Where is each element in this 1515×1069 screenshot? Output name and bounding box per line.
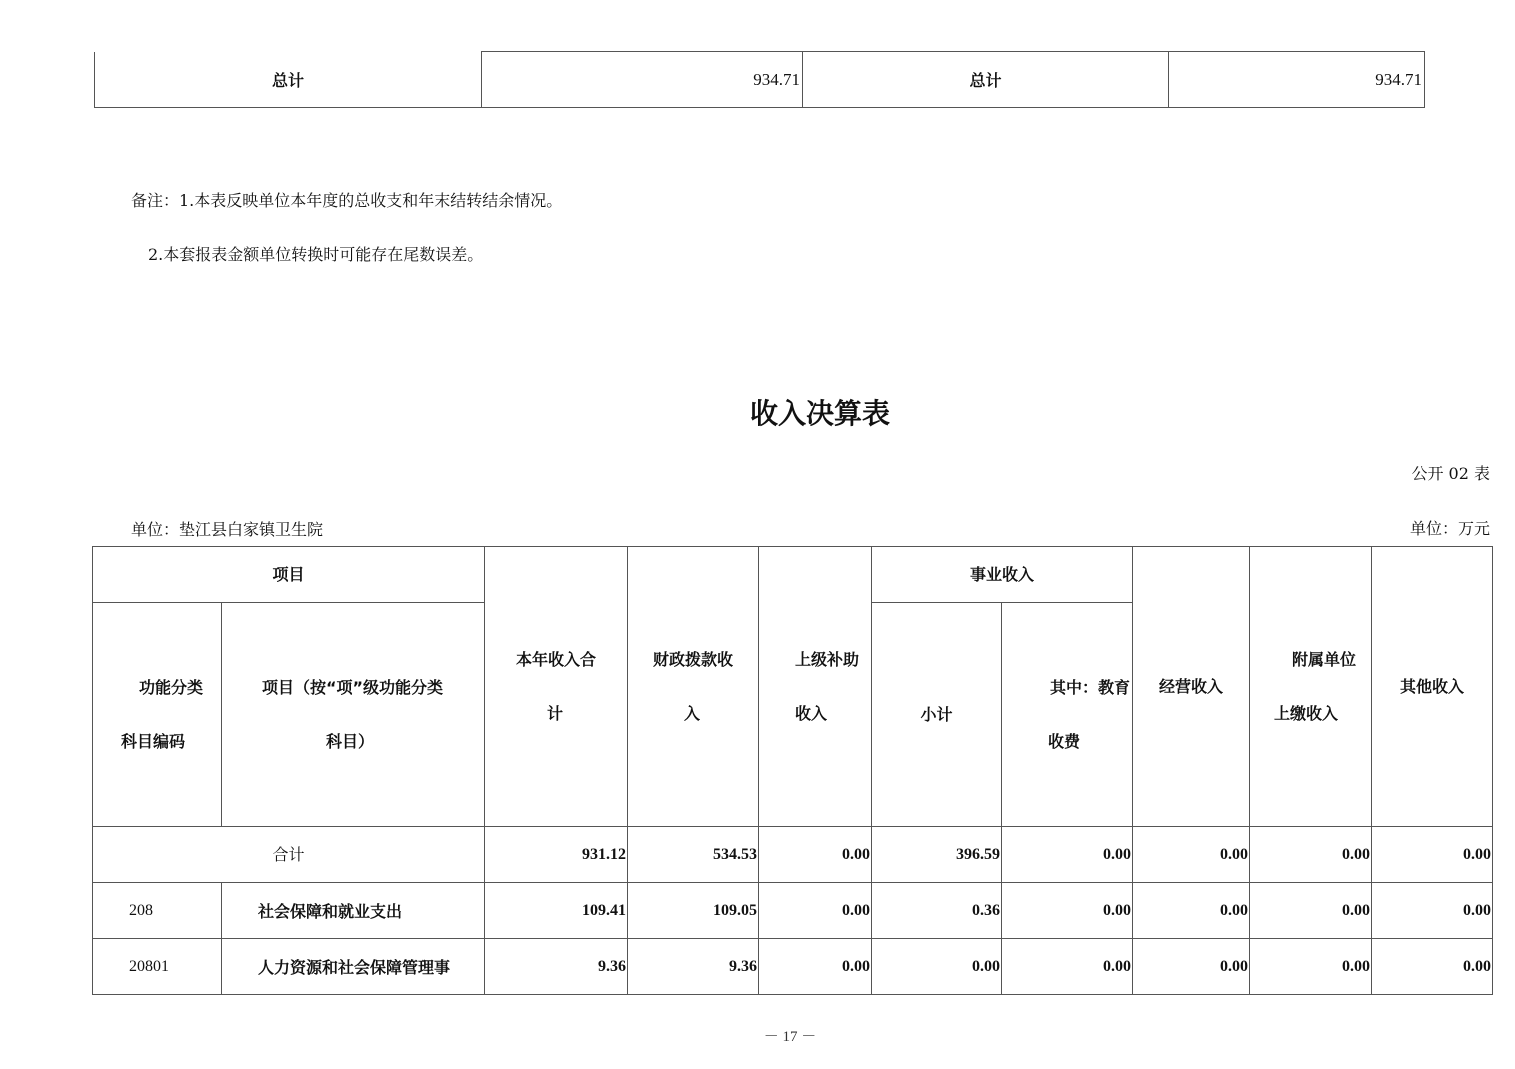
table-row xyxy=(93,883,1493,939)
header-other-income: 其他收入 xyxy=(1372,547,1493,827)
table-row-total xyxy=(93,827,1493,883)
total-cell: 0.00 xyxy=(1002,827,1133,883)
summary-total-table xyxy=(94,51,1425,108)
header-education-fee-l2: 收费 xyxy=(1048,731,1081,751)
total-right-value: 934.71 xyxy=(1169,52,1425,108)
header-fiscal-l2: 入 xyxy=(684,703,701,723)
table-code: 公开 02 表 xyxy=(1411,464,1490,483)
header-project-name-l1: 项目（按“项”级功能分类 xyxy=(262,677,444,697)
header-affiliated-l2: 上缴收入 xyxy=(1274,703,1339,723)
header-total-income-l2: 计 xyxy=(547,703,564,723)
header-affiliated-l1: 附属单位 xyxy=(1292,649,1357,669)
header-project-name xyxy=(222,603,485,827)
header-upper-subsidy xyxy=(759,547,872,827)
row-name: 人力资源和社会保障管理事 xyxy=(222,939,485,995)
total-cell: 534.53 xyxy=(628,827,759,883)
header-upper-subsidy-l2: 收入 xyxy=(795,703,828,723)
header-func-code-l1: 功能分类 xyxy=(139,677,204,697)
header-business-income: 事业收入 xyxy=(872,547,1133,603)
row-cell: 109.05 xyxy=(628,883,759,939)
row-cell: 0.00 xyxy=(1250,939,1372,995)
page-number: － 17 － xyxy=(763,1029,817,1045)
report-title: 收入决算表 xyxy=(749,397,890,430)
row-code: 20801 xyxy=(93,939,222,995)
header-subtotal: 小计 xyxy=(872,603,1002,827)
total-cell: 931.12 xyxy=(485,827,628,883)
row-cell: 0.36 xyxy=(872,883,1002,939)
header-fiscal xyxy=(628,547,759,827)
header-operating-income: 经营收入 xyxy=(1133,547,1250,827)
row-cell: 9.36 xyxy=(628,939,759,995)
total-cell: 396.59 xyxy=(872,827,1002,883)
row-cell: 0.00 xyxy=(1002,939,1133,995)
total-row xyxy=(95,52,1425,108)
header-func-code-l2: 科目编码 xyxy=(121,731,186,751)
note-line-2: 2.本套报表金额单位转换时可能存在尾数误差。 xyxy=(148,245,484,264)
row-cell: 0.00 xyxy=(1002,883,1133,939)
total-label: 合计 xyxy=(93,827,485,883)
header-project: 项目 xyxy=(93,547,485,603)
row-cell: 0.00 xyxy=(759,883,872,939)
row-cell: 9.36 xyxy=(485,939,628,995)
row-cell: 0.00 xyxy=(872,939,1002,995)
total-cell: 0.00 xyxy=(1133,827,1250,883)
header-func-code xyxy=(93,603,222,827)
header-affiliated xyxy=(1250,547,1372,827)
total-cell: 0.00 xyxy=(1250,827,1372,883)
row-cell: 0.00 xyxy=(1372,939,1493,995)
row-cell: 109.41 xyxy=(485,883,628,939)
row-code: 208 xyxy=(93,883,222,939)
row-cell: 0.00 xyxy=(1250,883,1372,939)
header-row-1 xyxy=(93,547,1493,603)
header-fiscal-l1: 财政拨款收 xyxy=(653,649,734,669)
row-cell: 0.00 xyxy=(1133,883,1250,939)
table-row xyxy=(93,939,1493,995)
currency-unit: 单位：万元 xyxy=(1409,519,1490,538)
header-total-income xyxy=(485,547,628,827)
unit-name: 单位：垫江县白家镇卫生院 xyxy=(131,520,324,539)
header-total-income-l1: 本年收入合 xyxy=(516,649,597,669)
income-table xyxy=(92,546,1493,995)
row-cell: 0.00 xyxy=(1133,939,1250,995)
header-project-name-l2: 科目） xyxy=(326,731,375,751)
total-cell: 0.00 xyxy=(1372,827,1493,883)
row-name: 社会保障和就业支出 xyxy=(222,883,485,939)
total-cell: 0.00 xyxy=(759,827,872,883)
header-upper-subsidy-l1: 上级补助 xyxy=(795,649,860,669)
row-cell: 0.00 xyxy=(759,939,872,995)
total-left-label: 总计 xyxy=(95,52,482,108)
header-education-fee xyxy=(1002,603,1133,827)
total-left-value: 934.71 xyxy=(482,52,803,108)
header-education-fee-l1: 其中：教育 xyxy=(1050,677,1131,697)
total-right-label: 总计 xyxy=(803,52,1169,108)
row-cell: 0.00 xyxy=(1372,883,1493,939)
note-line-1: 备注：1.本表反映单位本年度的总收支和年末结转结余情况。 xyxy=(131,191,563,210)
